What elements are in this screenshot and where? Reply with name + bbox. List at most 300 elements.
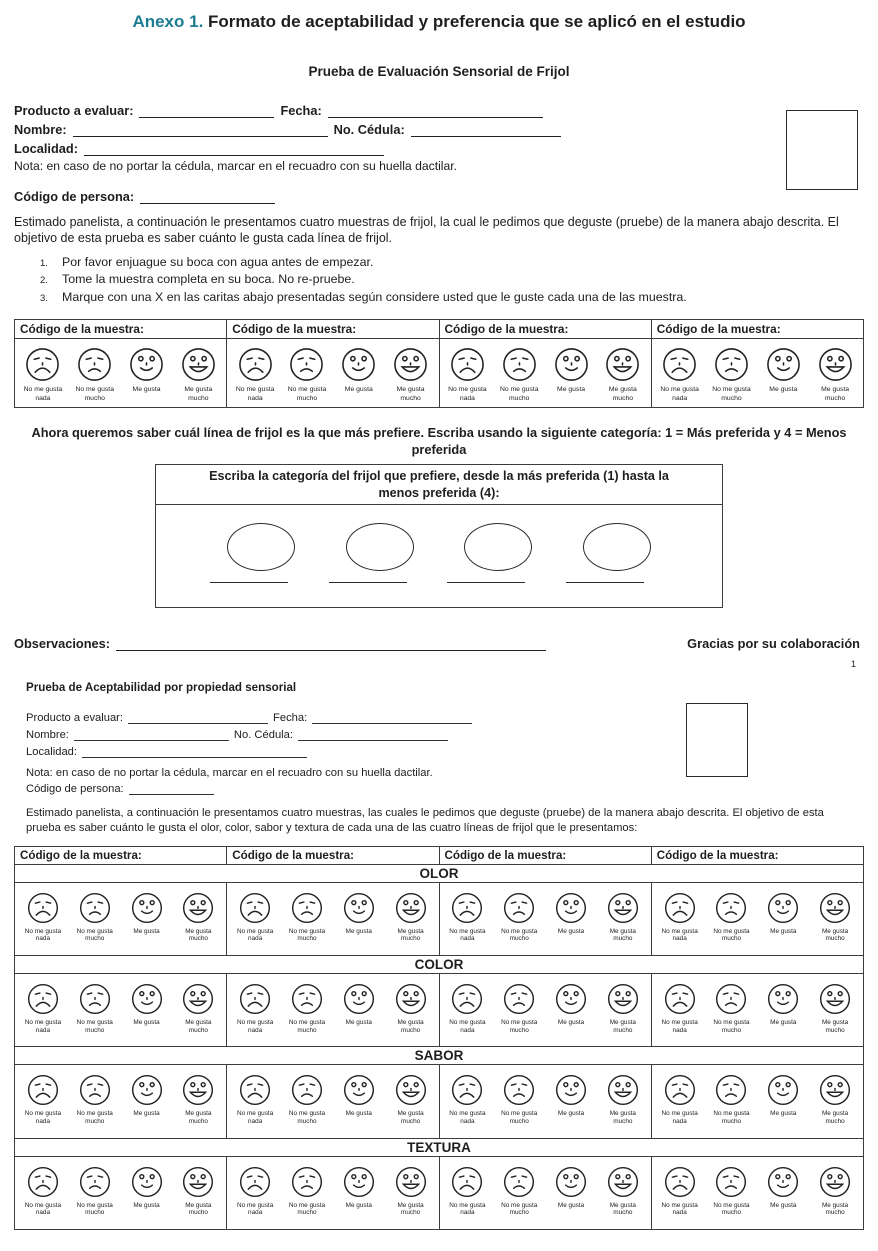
sample-scale-cell (651, 882, 863, 955)
face-option-label: Me gusta (132, 386, 161, 394)
face-option-2 (493, 1165, 545, 1217)
very-sad-face-icon (663, 891, 697, 925)
preference-instruction: Ahora queremos saber cuál línea de frijol es la que más prefiere. Escriba usando la siguiente categoría: 1 = Más preferida y 4 = Menos preferida (31, 424, 847, 458)
face-option-4 (809, 1073, 861, 1125)
very-sad-face-icon (26, 1073, 60, 1107)
sad-face-icon (714, 1073, 748, 1107)
face-option-label: No me gusta mucho (76, 1201, 113, 1217)
face-option-label: Me gusta (133, 927, 160, 935)
face-option-4 (809, 982, 861, 1034)
heading-anexo-label: Anexo 1. (132, 12, 204, 31)
step-1-text: Por favor enjuague su boca con agua antes de empezar. (62, 254, 374, 269)
face-option-3 (545, 982, 597, 1034)
face-option-label: No me gusta nada (661, 927, 698, 943)
smiling-face-icon (553, 346, 590, 383)
heading-text: Formato de aceptabilidad y preferencia que se aplicó en el estudio (203, 12, 746, 31)
face-option-label: Me gusta (133, 1201, 160, 1209)
face-option-label: No me gusta nada (235, 386, 275, 402)
face-option-label: No me gusta mucho (288, 1201, 326, 1217)
face-option-2 (69, 982, 121, 1034)
face-option-label: No me gusta mucho (501, 1110, 538, 1126)
sample-header-row (15, 320, 864, 339)
face-option-3 (121, 1073, 173, 1125)
face-option-label: Me gusta (133, 1110, 160, 1118)
face-option-label: No me gusta mucho (713, 1018, 750, 1034)
smiling-face-icon (342, 982, 376, 1016)
face-option-3 (333, 982, 385, 1034)
producto-label-2: Producto a evaluar: (26, 712, 124, 725)
face-option-label: Me gusta (770, 1201, 797, 1209)
field-row-nombre-cedula (14, 120, 864, 137)
big-smile-face-icon (394, 891, 428, 925)
property-section-title: TEXTURA (15, 1138, 864, 1156)
face-option-label: No me gusta mucho (713, 927, 750, 943)
face-option-label: No me gusta mucho (499, 386, 539, 402)
face-option-label: No me gusta mucho (76, 927, 113, 943)
form1-title: Prueba de Evaluación Sensorial de Frijol (308, 64, 570, 79)
smiling-face-icon (766, 1073, 800, 1107)
smiling-face-icon (342, 891, 376, 925)
preference-oval (583, 523, 651, 571)
sad-face-icon (501, 346, 538, 383)
sample-code-header: Código de la muestra: (439, 846, 651, 864)
very-sad-face-icon (238, 891, 272, 925)
sample-scale-cell (651, 339, 863, 407)
sample-scale-cell (439, 1065, 651, 1138)
face-option-3 (545, 1073, 597, 1125)
codigo-persona-row (14, 187, 864, 204)
face-option-label: No me gusta nada (661, 1018, 698, 1034)
face-option-2 (281, 1165, 333, 1217)
preference-ovals (156, 505, 722, 607)
face-option-label: No me gusta nada (23, 386, 63, 402)
face-option-3 (121, 982, 173, 1034)
face-option-3 (333, 891, 385, 943)
sad-face-icon (78, 1073, 112, 1107)
face-option-1 (229, 1073, 281, 1125)
sample-scale-cell (15, 1065, 227, 1138)
big-smile-face-icon (818, 1073, 852, 1107)
producto-blank-2 (128, 713, 268, 724)
face-option-1 (654, 346, 706, 402)
face-option-2 (281, 982, 333, 1034)
face-option-2 (706, 1073, 758, 1125)
form1-sample-table (14, 319, 864, 407)
property-faces-row (15, 1156, 864, 1229)
face-option-2 (706, 1165, 758, 1217)
smiling-face-icon (554, 982, 588, 1016)
face-option-1 (17, 346, 69, 402)
face-rating-scale (17, 1073, 224, 1125)
face-option-label: Me gusta mucho (821, 386, 850, 402)
fingerprint-box-2 (686, 703, 748, 777)
face-option-label: Me gusta mucho (608, 386, 637, 402)
face-option-1 (229, 1165, 281, 1217)
face-option-1 (654, 982, 706, 1034)
face-option-3 (757, 982, 809, 1034)
sample-scale-cell (15, 882, 227, 955)
big-smile-face-icon (604, 346, 641, 383)
preference-blank-line (566, 582, 644, 583)
sample-scale-cell (439, 1156, 651, 1229)
page-title (14, 12, 864, 32)
very-sad-face-icon (238, 1073, 272, 1107)
property-title-row (15, 955, 864, 973)
sample-scale-cell (15, 339, 227, 407)
sad-face-icon (502, 982, 536, 1016)
localidad-blank-2 (82, 747, 307, 758)
face-option-3 (121, 891, 173, 943)
face-option-label: Me gusta (557, 1018, 585, 1026)
sample-header-row-2 (15, 846, 864, 864)
face-rating-scale (17, 1165, 224, 1217)
preference-blank-line (210, 582, 288, 583)
big-smile-face-icon (181, 1073, 215, 1107)
very-sad-face-icon (26, 891, 60, 925)
face-rating-scale (229, 1073, 436, 1125)
field-row-producto-fecha (14, 101, 864, 118)
face-rating-scale (17, 891, 224, 943)
face-option-label: No me gusta nada (661, 1201, 698, 1217)
face-option-label: No me gusta nada (237, 1201, 274, 1217)
big-smile-face-icon (394, 1165, 428, 1199)
face-option-2 (281, 346, 333, 402)
face-option-4 (597, 1073, 649, 1125)
face-rating-scale (442, 982, 649, 1034)
face-option-1 (229, 891, 281, 943)
smiling-face-icon (554, 1073, 588, 1107)
property-section-title: COLOR (15, 955, 864, 973)
preference-oval (346, 523, 414, 571)
face-option-label: Me gusta mucho (821, 1110, 849, 1126)
face-option-1 (17, 1073, 69, 1125)
cedula-blank (411, 124, 561, 137)
face-option-3 (333, 346, 385, 402)
face-option-label: No me gusta mucho (76, 1110, 113, 1126)
form1-sensory-evaluation (14, 64, 864, 669)
form1-footer (14, 636, 864, 651)
form1-nota: Nota: en caso de no portar la cédula, marcar en el recuadro con su huella dactilar. (14, 159, 458, 173)
face-option-label: No me gusta nada (24, 1110, 62, 1126)
cedula-blank-2 (298, 730, 448, 741)
face-option-3 (121, 346, 173, 402)
big-smile-face-icon (392, 346, 429, 383)
face-option-label: Me gusta mucho (821, 1018, 849, 1034)
nombre-blank (73, 124, 328, 137)
smiling-face-icon (554, 891, 588, 925)
property-section-title: SABOR (15, 1047, 864, 1065)
face-option-label: Me gusta (770, 1018, 797, 1026)
sample-scale-cell (439, 339, 651, 407)
face-option-4 (809, 891, 861, 943)
face-option-2 (69, 891, 121, 943)
face-option-2 (493, 982, 545, 1034)
step-1 (40, 254, 864, 272)
face-option-4 (597, 982, 649, 1034)
face-rating-scale (229, 1165, 436, 1217)
fecha-label: Fecha: (280, 103, 322, 118)
face-option-4 (172, 891, 224, 943)
very-sad-face-icon (663, 1165, 697, 1199)
face-rating-scale (654, 982, 861, 1034)
sad-face-icon (76, 346, 113, 383)
face-option-2 (706, 982, 758, 1034)
face-option-4 (597, 346, 649, 402)
face-option-1 (17, 1165, 69, 1217)
face-option-3 (121, 1165, 173, 1217)
face-option-label: No me gusta mucho (75, 386, 114, 402)
producto-label: Producto a evaluar: (14, 103, 134, 118)
sample-faces-row (15, 339, 864, 407)
nombre-label-2: Nombre: (26, 729, 69, 742)
face-option-4 (172, 982, 224, 1034)
sample-code-header: Código de la muestra: (15, 320, 227, 339)
face-option-4 (385, 982, 437, 1034)
face-option-label: Me gusta (345, 1018, 372, 1026)
sample-code-header: Código de la muestra: (15, 846, 227, 864)
page-number: 1 (850, 659, 856, 670)
face-option-label: No me gusta nada (449, 1201, 486, 1217)
preference-oval (227, 523, 295, 571)
face-option-label: Me gusta mucho (185, 927, 212, 943)
face-option-4 (385, 891, 437, 943)
sample-scale-cell (15, 1156, 227, 1229)
form1-fields (14, 101, 864, 156)
face-rating-scale (442, 891, 649, 943)
face-option-3 (757, 891, 809, 943)
face-option-label: No me gusta nada (24, 1201, 62, 1217)
property-title-row (15, 1047, 864, 1065)
field-row-localidad (14, 139, 864, 156)
localidad-label-2: Localidad: (26, 746, 78, 759)
face-option-label: Me gusta (557, 386, 586, 394)
preference-box (155, 464, 723, 608)
sample-code-header: Código de la muestra: (651, 320, 863, 339)
very-sad-face-icon (450, 982, 484, 1016)
preference-blank-line (447, 582, 525, 583)
face-option-4 (385, 1165, 437, 1217)
big-smile-face-icon (606, 891, 640, 925)
face-option-1 (654, 1165, 706, 1217)
face-option-label: No me gusta nada (24, 1018, 62, 1034)
face-option-label: Me gusta (557, 927, 585, 935)
preference-slot-3 (459, 523, 537, 583)
face-option-label: Me gusta (344, 386, 373, 394)
face-option-1 (442, 1073, 494, 1125)
face-option-1 (442, 346, 494, 402)
very-sad-face-icon (661, 346, 698, 383)
face-option-label: No me gusta mucho (287, 386, 327, 402)
face-option-1 (654, 1073, 706, 1125)
codigo-persona-blank-2 (129, 784, 214, 795)
big-smile-face-icon (817, 346, 854, 383)
face-option-label: No me gusta mucho (713, 1201, 750, 1217)
face-rating-scale (654, 891, 861, 943)
big-smile-face-icon (394, 982, 428, 1016)
face-option-label: No me gusta nada (661, 1110, 698, 1126)
property-faces-row (15, 973, 864, 1046)
sample-scale-cell (439, 882, 651, 955)
face-option-4 (385, 346, 437, 402)
face-option-4 (172, 346, 224, 402)
cedula-label-2: No. Cédula: (233, 729, 293, 742)
face-option-3 (545, 346, 597, 402)
face-rating-scale (442, 346, 649, 402)
observaciones-blank (116, 638, 546, 651)
face-option-label: No me gusta mucho (288, 1110, 326, 1126)
sample-scale-cell (439, 973, 651, 1046)
very-sad-face-icon (663, 1073, 697, 1107)
face-option-2 (493, 891, 545, 943)
face-option-1 (17, 982, 69, 1034)
form2-property-table (14, 846, 864, 1231)
face-option-label: No me gusta nada (660, 386, 699, 402)
very-sad-face-icon (238, 1165, 272, 1199)
sample-code-header: Código de la muestra: (651, 846, 863, 864)
face-option-3 (757, 1165, 809, 1217)
very-sad-face-icon (450, 1073, 484, 1107)
step-3 (40, 289, 864, 307)
very-sad-face-icon (26, 1165, 60, 1199)
smiling-face-icon (765, 346, 802, 383)
sad-face-icon (78, 891, 112, 925)
localidad-label: Localidad: (14, 141, 78, 156)
very-sad-face-icon (450, 891, 484, 925)
form1-steps (14, 254, 864, 308)
face-option-label: Me gusta (345, 1201, 372, 1209)
smiling-face-icon (766, 1165, 800, 1199)
face-option-label: No me gusta mucho (288, 1018, 326, 1034)
face-option-4 (809, 346, 861, 402)
face-rating-scale (229, 891, 436, 943)
fingerprint-box (786, 110, 858, 190)
sample-scale-cell (227, 339, 439, 407)
big-smile-face-icon (606, 1073, 640, 1107)
sad-face-icon (713, 346, 750, 383)
smiling-face-icon (130, 982, 164, 1016)
big-smile-face-icon (606, 1165, 640, 1199)
big-smile-face-icon (180, 346, 217, 383)
sample-scale-cell (15, 973, 227, 1046)
face-option-label: Me gusta (770, 927, 797, 935)
face-option-label: Me gusta (770, 1110, 797, 1118)
smiling-face-icon (766, 891, 800, 925)
big-smile-face-icon (181, 1165, 215, 1199)
nombre-blank-2 (74, 730, 229, 741)
face-rating-scale (654, 346, 861, 402)
sad-face-icon (290, 982, 324, 1016)
smiling-face-icon (766, 982, 800, 1016)
face-option-label: Me gusta mucho (609, 1110, 636, 1126)
face-rating-scale (229, 982, 436, 1034)
face-option-label: Me gusta mucho (397, 1201, 424, 1217)
face-option-3 (757, 346, 809, 402)
face-option-label: No me gusta mucho (712, 386, 751, 402)
sad-face-icon (502, 1165, 536, 1199)
smiling-face-icon (554, 1165, 588, 1199)
codigo-persona-row-2 (14, 780, 864, 795)
codigo-persona-blank (140, 191, 275, 204)
face-rating-scale (442, 1165, 649, 1217)
very-sad-face-icon (450, 1165, 484, 1199)
very-sad-face-icon (238, 982, 272, 1016)
face-rating-scale (654, 1073, 861, 1125)
face-option-2 (706, 346, 758, 402)
face-option-label: No me gusta nada (237, 927, 274, 943)
face-option-3 (545, 891, 597, 943)
step-3-number: 3. (40, 293, 48, 305)
big-smile-face-icon (818, 982, 852, 1016)
face-option-2 (281, 1073, 333, 1125)
face-option-label: Me gusta (769, 386, 798, 394)
face-option-label: No me gusta nada (449, 1018, 486, 1034)
step-1-number: 1. (40, 257, 48, 269)
face-option-4 (172, 1073, 224, 1125)
big-smile-face-icon (181, 982, 215, 1016)
smiling-face-icon (130, 1165, 164, 1199)
sad-face-icon (78, 1165, 112, 1199)
smiling-face-icon (130, 1073, 164, 1107)
sample-code-header: Código de la muestra: (439, 320, 651, 339)
face-option-label: No me gusta mucho (713, 1110, 750, 1126)
fecha-blank (328, 105, 543, 118)
smiling-face-icon (128, 346, 165, 383)
face-option-label: Me gusta (557, 1201, 585, 1209)
fecha-label-2: Fecha: (273, 712, 308, 725)
face-option-4 (172, 1165, 224, 1217)
preference-slot-4 (578, 523, 656, 583)
face-option-label: No me gusta nada (448, 386, 487, 402)
face-option-label: No me gusta mucho (501, 927, 538, 943)
preference-blank-line (329, 582, 407, 583)
face-option-2 (69, 1165, 121, 1217)
face-option-1 (229, 346, 281, 402)
sad-face-icon (290, 891, 324, 925)
sample-scale-cell (227, 882, 439, 955)
step-2-number: 2. (40, 275, 48, 287)
very-sad-face-icon (24, 346, 61, 383)
nombre-label: Nombre: (14, 122, 67, 137)
fecha-blank-2 (312, 713, 472, 724)
preference-oval (464, 523, 532, 571)
sample-scale-cell (227, 1065, 439, 1138)
face-option-1 (442, 982, 494, 1034)
face-option-4 (597, 1165, 649, 1217)
face-rating-scale (229, 346, 436, 402)
face-option-label: No me gusta nada (237, 1018, 274, 1034)
face-option-label: Me gusta (133, 1018, 160, 1026)
very-sad-face-icon (237, 346, 274, 383)
form2-nota: Nota: en caso de no portar la cédula, marcar en el recuadro con su huella dactilar. (26, 767, 433, 780)
face-option-label: Me gusta mucho (397, 927, 424, 943)
face-option-1 (17, 891, 69, 943)
face-option-2 (281, 891, 333, 943)
very-sad-face-icon (663, 982, 697, 1016)
sad-face-icon (714, 1165, 748, 1199)
smiling-face-icon (342, 1073, 376, 1107)
property-title-row (15, 864, 864, 882)
sample-scale-cell (651, 973, 863, 1046)
face-rating-scale (17, 346, 224, 402)
thanks-text: Gracias por su colaboración (687, 636, 860, 652)
very-sad-face-icon (26, 982, 60, 1016)
sad-face-icon (714, 891, 748, 925)
sample-code-header: Código de la muestra: (227, 320, 439, 339)
big-smile-face-icon (818, 1165, 852, 1199)
face-rating-scale (17, 982, 224, 1034)
preference-slot-1 (222, 523, 300, 583)
face-option-4 (597, 891, 649, 943)
